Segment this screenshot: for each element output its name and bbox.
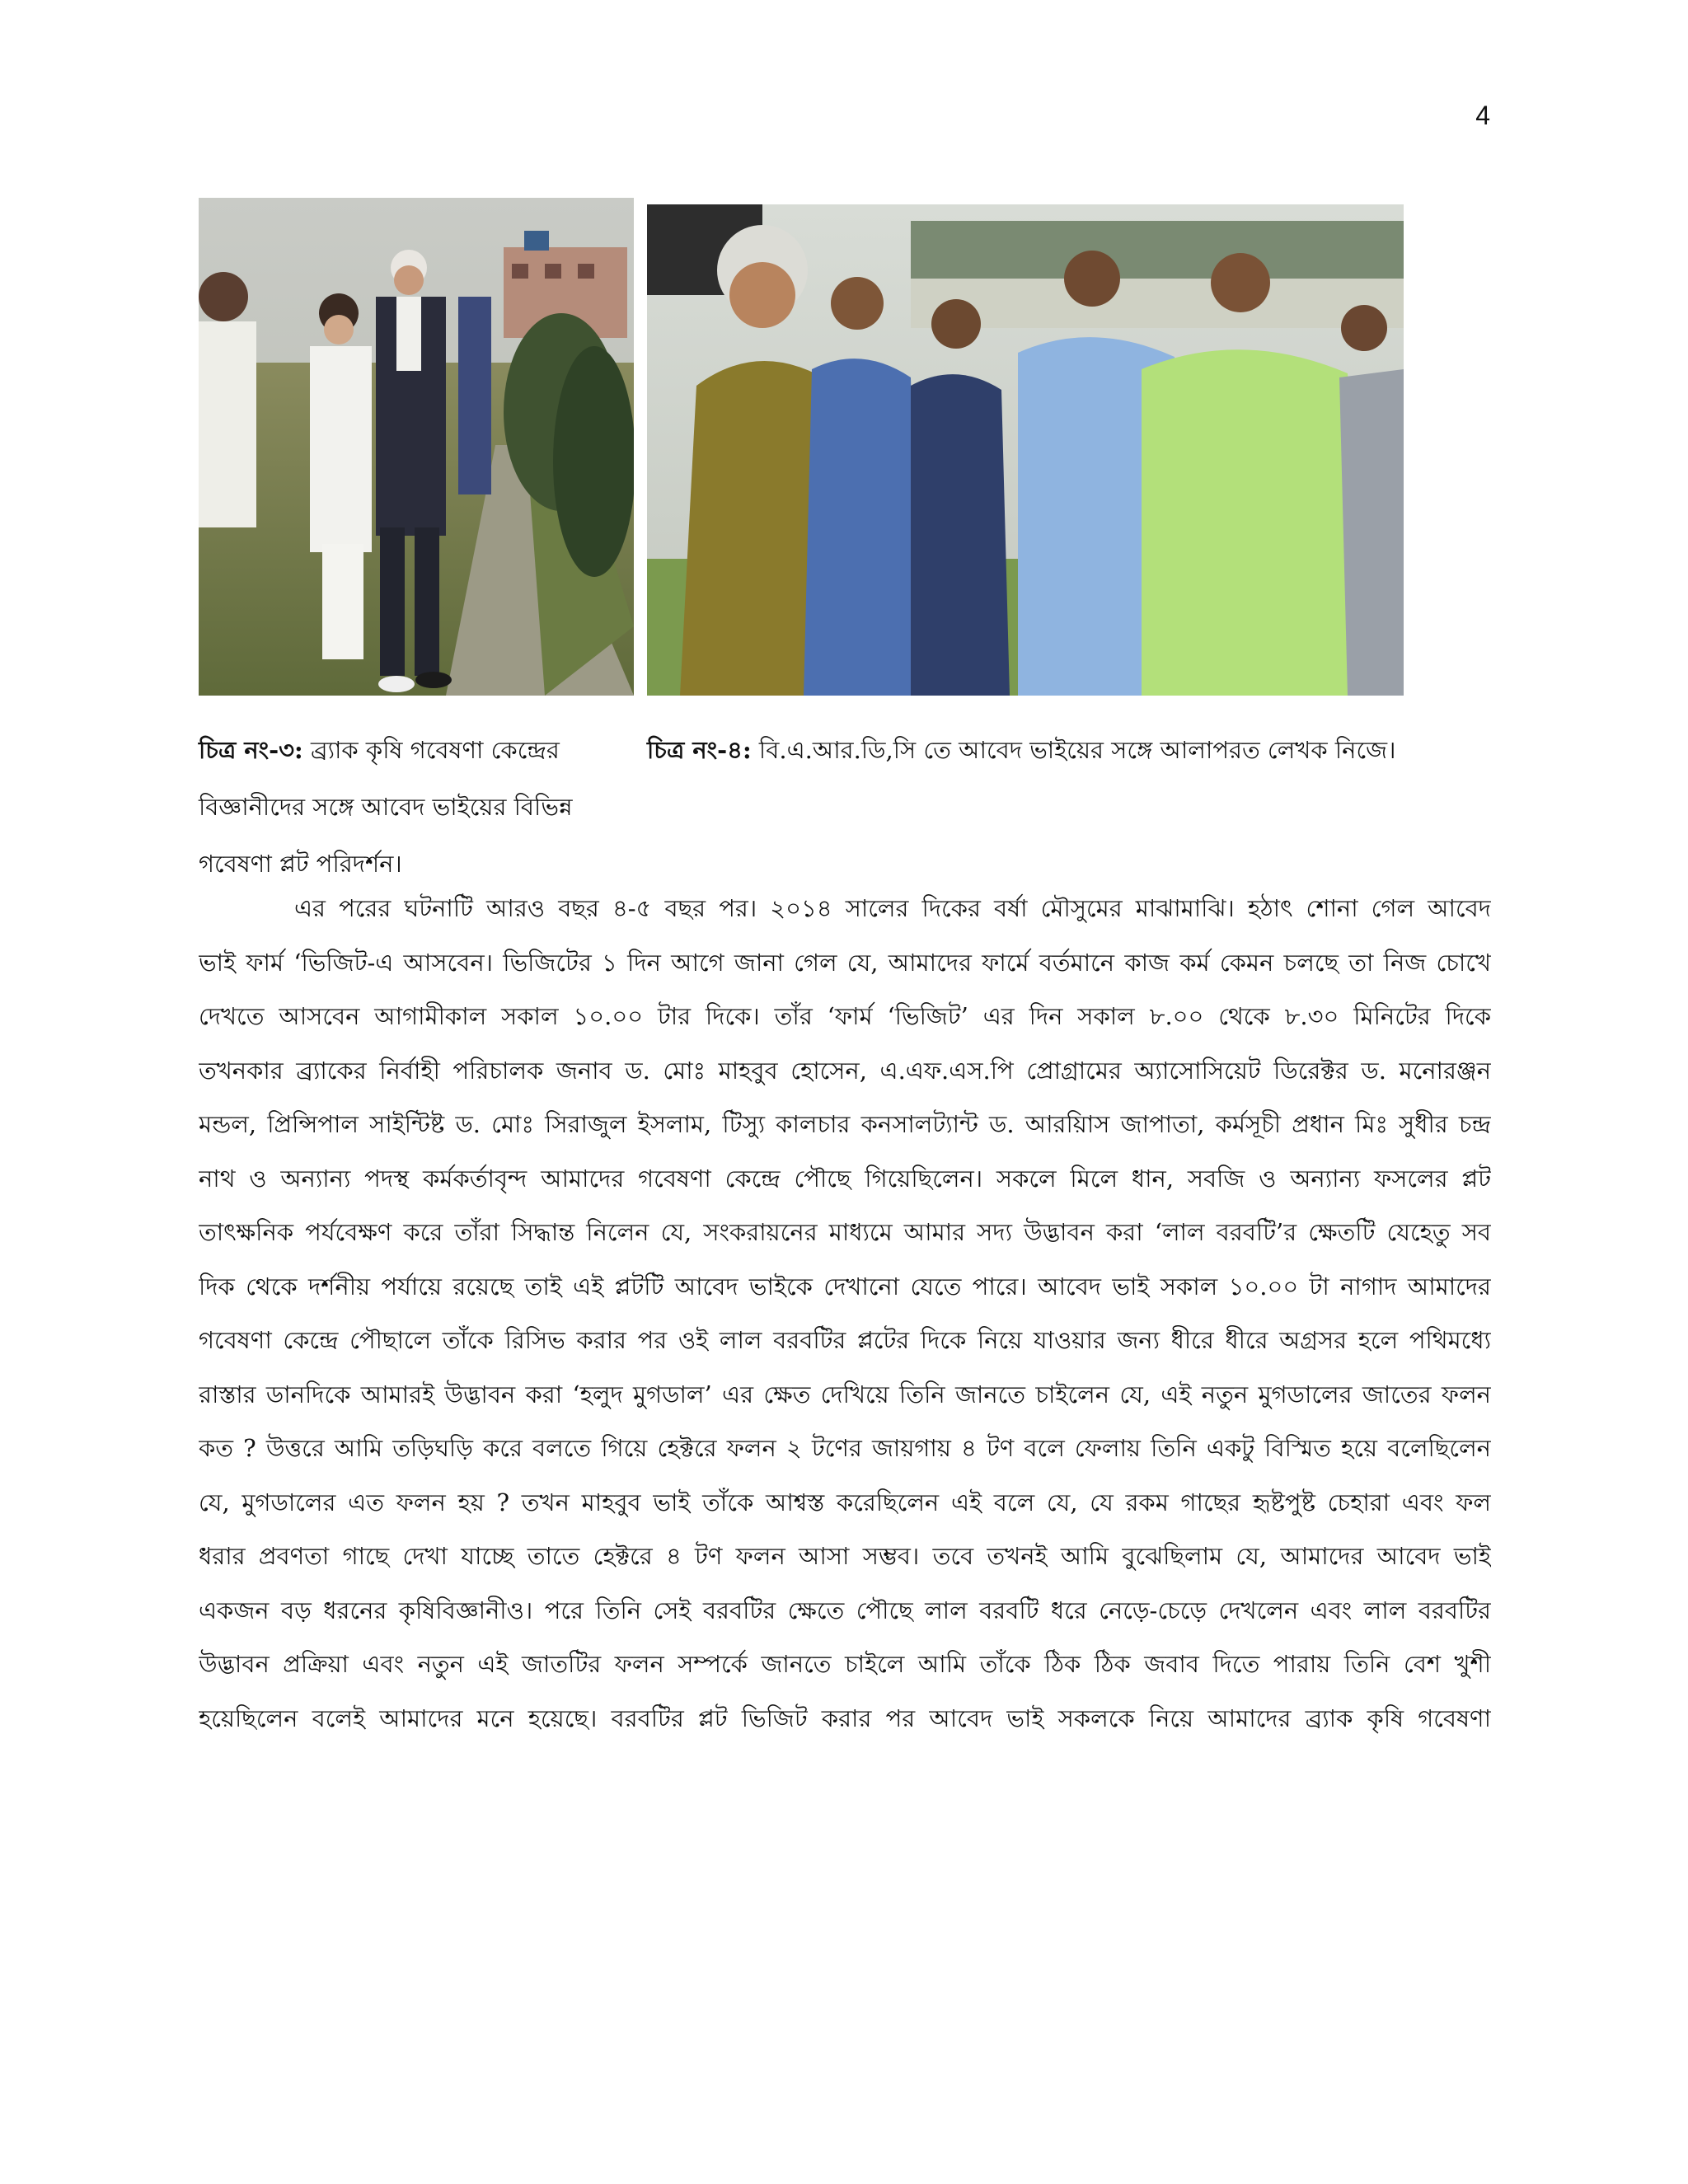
body-line: দিক থেকে দর্শনীয় পর্যায়ে রয়েছে তাই এই প্লটটি আবেদ ভাইকে দেখানো যেতে পারে। আবেদ ভাই সকাল ১০.০০ টা নাগাদ আমাদের xyxy=(199,1272,1491,1301)
body-line: ভাই ফার্ম ‘ভিজিট-এ আসবেন। ভিজিটের ১ দিন আগে জানা গেল যে, আমাদের ফার্মে বর্তমানে কাজ কর্ম কেমন চলছে তা নিজ চোখে xyxy=(199,948,1491,977)
body-line: ধরার প্রবণতা গাছে দেখা যাচ্ছে তাতে হেক্টরে ৪ টণ ফলন আসা সম্ভব। তবে তখনই আমি বুঝেছিলাম যে, আমাদের আবেদ ভাই xyxy=(199,1542,1491,1570)
figure-4-caption xyxy=(647,722,1504,779)
body-line: তাৎক্ষনিক পর্যবেক্ষণ করে তাঁরা সিদ্ধান্ত নিলেন যে, সংকরায়নের মাধ্যমে আমার সদ্য উদ্ভাবন করা ‘লাল বরবটি’র ক্ষেতটি যেহেতু সব xyxy=(199,1218,1491,1246)
body-line: মন্ডল, প্রিন্সিপাল সাইন্টিষ্ট ড. মোঃ সিরাজুল ইসলাম, টিস্যু কালচার কনসালট্যান্ট ড. আরয়িাস জাপাতা, কর্মসূচী প্রধান মিঃ সুধীর চন্দ্র xyxy=(199,1110,1491,1138)
body-line: হয়েছিলেন বলেই আমাদের মনে হয়েছে। বরবটির প্লট ভিজিট করার পর আবেদ ভাই সকলকে নিয়ে আমাদের ব্র্যাক কৃষি গবেষণা xyxy=(199,1704,1491,1732)
body-line: একজন বড় ধরনের কৃষিবিজ্ঞানীও। পরে তিনি সেই বরবটির ক্ষেতে পৌছে লাল বরবটি ধরে নেড়ে-চেড়ে দেখলেন এবং লাল বরবটির xyxy=(199,1596,1491,1624)
figure-4-caption-label: চিত্র নং-৪: xyxy=(647,736,752,764)
figure-3-photo xyxy=(199,198,634,696)
figure-3-caption-line-2: বিজ্ঞানীদের সঙ্গে আবেদ ভাইয়ের বিভিন্ন xyxy=(199,793,573,821)
body-line: তখনকার ব্র্যাকের নির্বাহী পরিচালক জনাব ড. মোঃ মাহবুব হোসেন, এ.এফ.এস.পি প্রোগ্রামের অ্যাসোসিয়েট ডিরেক্টর ড. মনোরঞ্জন xyxy=(199,1056,1491,1085)
body-line: রাস্তার ডানদিকে আমারই উদ্ভাবন করা ‘হলুদ মুগডাল’ এর ক্ষেত দেখিয়ে তিনি জানতে চাইলেন যে, এই নতুন মুগডালের জাতের ফলন xyxy=(199,1380,1491,1408)
figure-3-caption-line-1: ব্র্যাক কৃষি গবেষণা কেন্দ্রের xyxy=(310,736,560,764)
page-number: 4 xyxy=(1475,101,1490,130)
figure-4-photo xyxy=(647,204,1404,696)
body-line: নাথ ও অন্যান্য পদস্থ কর্মকর্তাবৃন্দ আমাদের গবেষণা কেন্দ্রে পৌছে গিয়েছিলেন। সকলে মিলে ধান, সবজি ও অন্যান্য ফসলের প্লট xyxy=(199,1164,1491,1193)
body-line: গবেষণা কেন্দ্রে পৌছালে তাঁকে রিসিভ করার পর ওই লাল বরবটির প্লটের দিকে নিয়ে যাওয়ার জন্য ধীরে ধীরে অগ্রসর হলে পথিমধ্যে xyxy=(199,1326,1491,1354)
body-paragraph xyxy=(199,882,1491,1746)
figure-3-caption-line-3: গবেষণা প্লট পরিদর্শন। xyxy=(199,850,402,878)
body-line: এর পরের ঘটনাটি আরও বছর ৪-৫ বছর পর। ২০১৪ সালের দিকের বর্ষা মৌসুমের মাঝামাঝি। হঠাৎ শোনা গেল আবেদ xyxy=(294,894,1491,922)
body-line: কত ? উত্তরে আমি তড়িঘড়ি করে বলতে গিয়ে হেক্টরে ফলন ২ টণের জায়গায় ৪ টণ বলে ফেলায় তিনি একটু বিস্মিত হয়ে বলেছিলেন xyxy=(199,1434,1491,1462)
figure-3-caption xyxy=(199,722,627,893)
figure-3-caption-label: চিত্র নং-৩: xyxy=(199,736,303,764)
body-line: উদ্ভাবন প্রক্রিয়া এবং নতুন এই জাতটির ফলন সম্পর্কে জানতে চাইলে আমি তাঁকে ঠিক ঠিক জবাব দিতে পারায় তিনি বেশ খুশী xyxy=(199,1650,1491,1678)
body-line: যে, মুগডালের এত ফলন হয় ? তখন মাহবুব ভাই তাঁকে আশ্বস্ত করেছিলেন এই বলে যে, যে রকম গাছের হৃষ্টপুষ্ট চেহারা এবং ফল xyxy=(199,1488,1491,1516)
figure-4-image xyxy=(647,204,1404,696)
body-line: দেখতে আসবেন আগামীকাল সকাল ১০.০০ টার দিকে। তাঁর ‘ফার্ম ‘ভিজিট’ এর দিন সকাল ৮.০০ থেকে ৮.৩০ মিনিটের দিকে xyxy=(199,1002,1491,1030)
figure-3-image xyxy=(199,198,634,696)
figure-4-caption-text: বি.এ.আর.ডি,সি তে আবেদ ভাইয়ের সঙ্গে আলাপরত লেখক নিজে। xyxy=(758,736,1396,764)
